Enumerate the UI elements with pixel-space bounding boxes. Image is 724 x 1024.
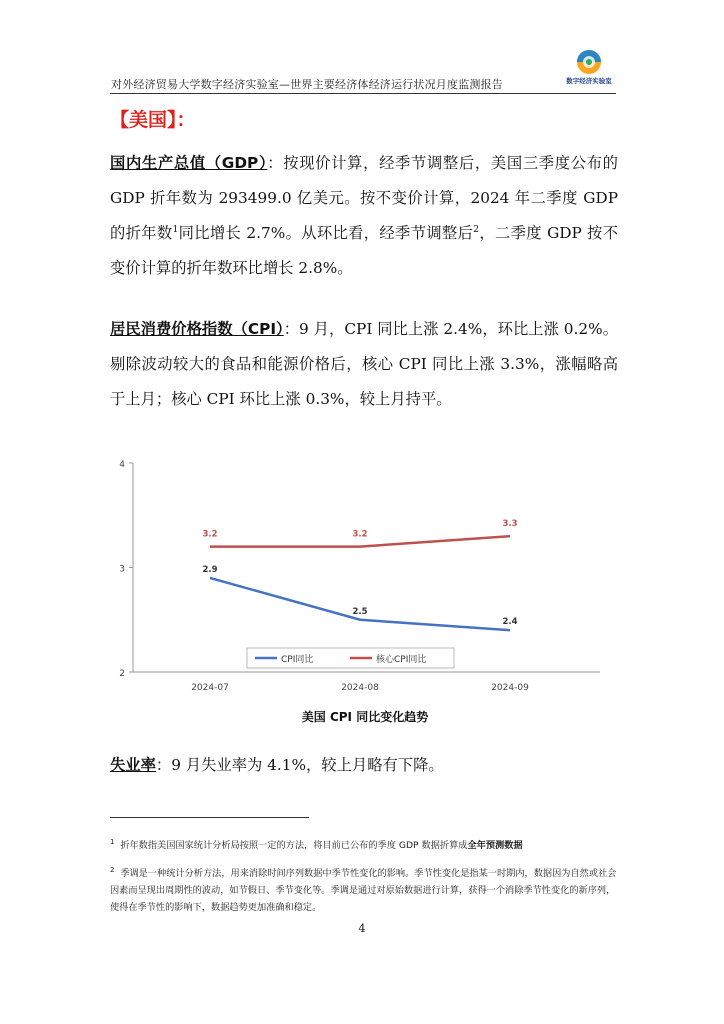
footnote-2: [110, 862, 620, 916]
footnote-2-number: 2: [110, 866, 115, 874]
data-label: 2.5: [352, 606, 368, 617]
cpi-paragraph: [110, 312, 618, 417]
x-tick-label: 2024-08: [341, 683, 379, 693]
x-tick-label: 2024-09: [491, 683, 529, 693]
gdp-text-c: ，二季度 GDP 按不变价计算的折年数环比增长 2.8%。: [110, 224, 618, 277]
footnote-divider: [110, 817, 309, 818]
gdp-label: 国内生产总值（GDP）: [110, 154, 268, 172]
gdp-paragraph: [110, 146, 618, 286]
unemployment-label: 失业率: [110, 756, 156, 774]
data-label: 2.4: [502, 617, 518, 628]
footnote-1-text: 折年数指美国国家统计分析局按照一定的方法，将目前已公布的季度 GDP 数据折算成: [120, 840, 468, 852]
header-divider: [110, 93, 616, 94]
y-tick-label: 4: [119, 460, 125, 470]
page-number: 4: [358, 922, 366, 935]
y-tick-label: 3: [119, 564, 125, 575]
legend-label-1: 核心CPI同比: [376, 655, 427, 665]
globe-logo-icon: [561, 48, 617, 78]
section-title-usa: 【美国】：: [110, 109, 196, 131]
footnote-ref-2[interactable]: 2: [473, 224, 479, 235]
cpi-label: 居民消费价格指数（CPI）: [110, 320, 284, 338]
chart-caption: 美国 CPI 同比变化趋势: [301, 710, 429, 724]
unemployment-text: ：9 月失业率为 4.1%，较上月略有下降。: [155, 756, 444, 774]
gdp-text-b: 同比增长 2.7%。从环比看，经季节调整后: [178, 224, 474, 242]
footnote-ref-1[interactable]: 1: [172, 224, 179, 235]
footnote-1-bold: 全年预测数据: [467, 840, 523, 852]
legend-label-0: CPI同比: [281, 655, 314, 665]
logo-caption: 数字经济实验室: [566, 77, 612, 85]
footnote-1-number: 1: [110, 838, 115, 846]
cpi-line-chart: [110, 450, 620, 700]
data-label: 2.9: [202, 564, 218, 575]
cpi-text: ：9 月，CPI 同比上涨 2.4%，环比上涨 0.2%。剔除波动较大的食品和能源价格后，核心 CPI 同比上涨 3.3%，涨幅略高于上月；核心 CPI 环比上涨 0.3%，较上月持平。: [110, 320, 618, 408]
x-tick-label: 2024-07: [191, 683, 229, 693]
y-tick-label: 2: [119, 669, 125, 679]
footnote-2-text: 季调是一种统计分析方法，用来消除时间序列数据中季节性变化的影响。季节性变化是指某一时期内，数据因为自然或社会因素而呈现出周期性的波动，如节假日、季节变化等。季调是通过对原始数据进行计算，获得一个消除季节性变化的新序列，使得在季节性的影响下，数据趋势更加准确和稳定。: [110, 868, 617, 914]
lab-logo: [561, 48, 617, 92]
report-header-title: 对外经济贸易大学数字经济实验室—世界主要经济体经济运行状况月度监测报告: [111, 78, 503, 91]
data-label: 3.2: [352, 529, 368, 540]
series-line-0: [210, 578, 510, 630]
data-label: 3.3: [502, 519, 518, 530]
data-label: 3.2: [202, 529, 218, 540]
footnote-1: [110, 834, 620, 854]
gdp-text-a: ：按现价计算，经季节调整后，美国三季度公布的 GDP 折年数为 293499.0 亿美元。按不变价计算，2024 年二季度 GDP 的折年数: [110, 154, 618, 242]
unemployment-paragraph: [110, 748, 618, 783]
